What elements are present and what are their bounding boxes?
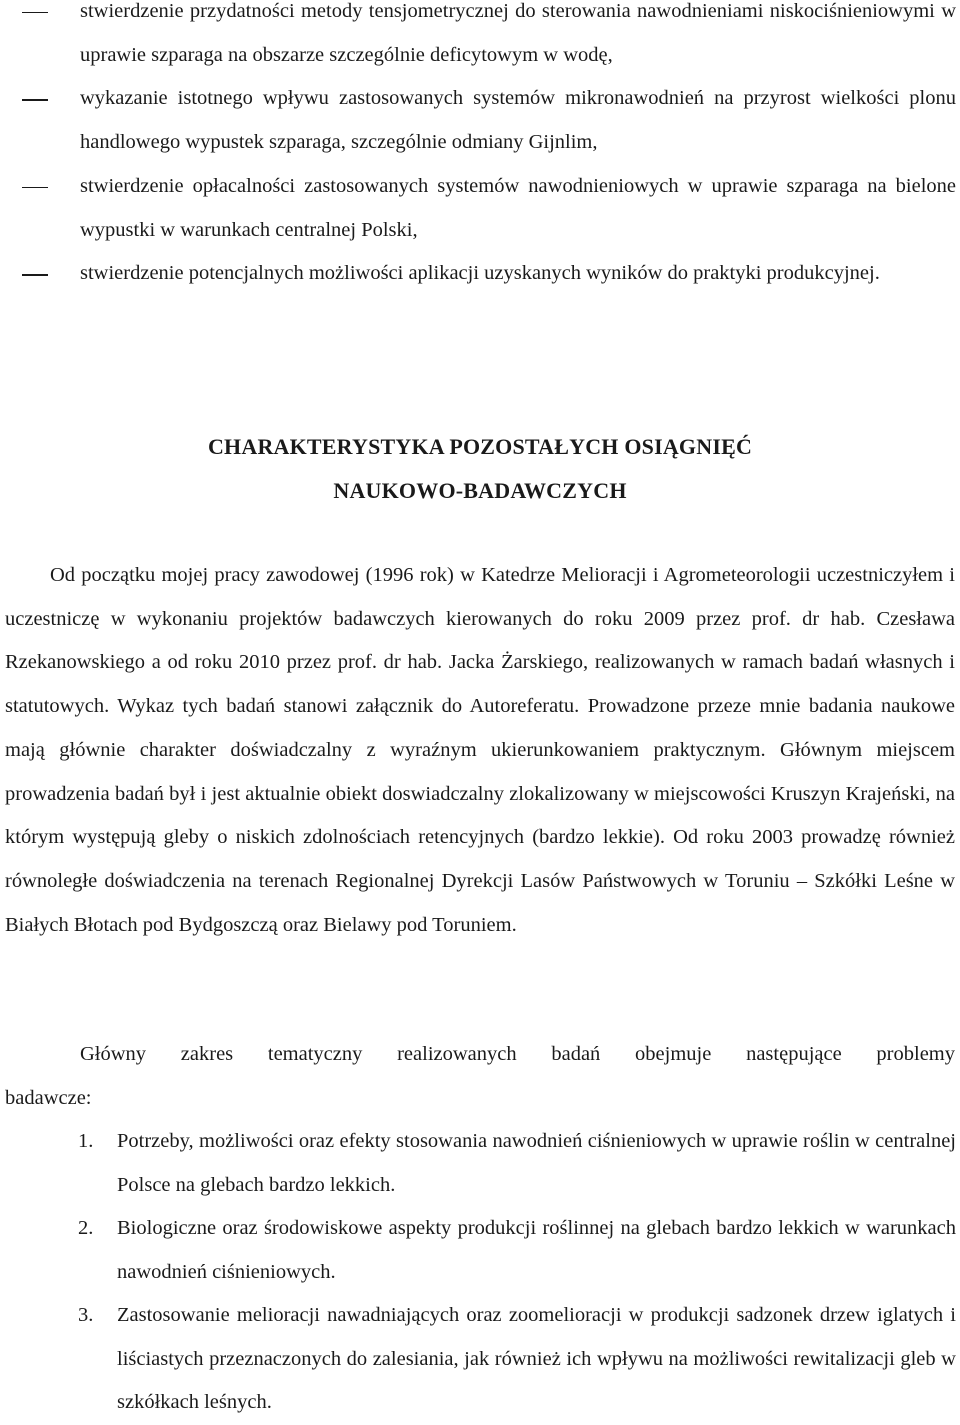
numbered-item bbox=[0, 1120, 960, 1207]
research-topics-list-item-2 bbox=[0, 1207, 960, 1294]
bullet-text: stwierdzenie potencjalnych możliwości aplikacji uzyskanych wyników do praktyki produkcyjnej. bbox=[80, 262, 880, 285]
numbered-item bbox=[0, 1294, 960, 1425]
bullet-text: stwierdzenie opłacalności zastosowanych systemów nawodnieniowych w uprawie szparaga na bielone wypustki w warunkach centralnej Polski, bbox=[80, 174, 956, 241]
item-text: Potrzeby, możliwości oraz efekty stosowania nawodnień ciśnieniowych w uprawie roślin w centralnej Polsce na glebach bardzo lekkich. bbox=[117, 1130, 956, 1196]
bullet-text: stwierdzenie przydatności metody tensjometrycznej do sterowania nawodnieniami niskociśnieniowymi w uprawie szparaga na obszarze szczególnie deficytowym w wodę, bbox=[80, 0, 956, 66]
bullet-item bbox=[0, 165, 960, 252]
paragraph-2-line-2: badawcze: bbox=[5, 1086, 92, 1109]
item-text: Zastosowanie melioracji nawadniających oraz zoomelioracji w produkcji sadzonek drzew iglatych i liściastych przeznaczonych do zalesiania, jak również ich wpływu na możliwości rewitalizacji gleb w szkółkach leśnych. bbox=[117, 1304, 956, 1414]
bullet-text: wykazanie istotnego wpływu zastosowanych systemów mikronawodnień na przyrost wielkości plonu handlowego wypustek szparaga, szczególnie odmiany Gijnlim, bbox=[80, 87, 956, 154]
research-topics-list-item-3 bbox=[0, 1294, 960, 1425]
numbered-item bbox=[0, 1207, 960, 1294]
bullet-item bbox=[0, 77, 960, 164]
paragraph-1-text: Od początku mojej pracy zawodowej (1996 rok) w Katedrze Melioracji i Agrometeorologii uczestniczyłem i uczestniczę w wykonaniu projektów badawczych kierowanych do roku 2009 przez prof. dr hab. Czesława Rzekanowskiego a od roku 2010 przez prof. dr hab. Jacka Żarskiego, realizowanych w ramach badań własnych i statutowych. Wykaz tych badań stanowi załącznik do Autoreferatu. Prowadzone przeze mnie badania naukowe mają głównie charakter doświadczalny z wyraźnym ukierunkowaniem praktycznym. Głównym miejscem prowadzenia badań był i jest aktualnie obiekt doswiadczalny zlokalizowany w miejscowości Kruszyn Krajeński, na którym występują gleby o niskich zdolnościach retencyjnych (bardzo lekkie). Od roku 2003 prowadzę również równoległe doświadczenia na terenach Regionalnej Dyrekcji Lasów Państwowych w Toruniu – Szkółki Leśne w Białych Błotach pod Bydgoszczą oraz Bielawy pod Toruniem. bbox=[5, 564, 955, 936]
paragraph-2-line-1: Główny zakres tematyczny realizowanych badań obejmuje następujące problemy bbox=[80, 1043, 955, 1065]
bullet-item bbox=[0, 252, 960, 296]
item-number: 2. bbox=[78, 1217, 94, 1239]
bullet-item bbox=[0, 0, 960, 77]
conclusions-bullet-list bbox=[0, 0, 960, 296]
body-paragraph-1 bbox=[5, 554, 955, 947]
section-heading-line-1: CHARAKTERYSTYKA POZOSTAŁYCH OSIĄGNIĘĆ bbox=[207, 434, 753, 459]
body-paragraph-2 bbox=[5, 1033, 955, 1120]
item-text: Biologiczne oraz środowiskowe aspekty produkcji roślinnej na glebach bardzo lekkich w warunkach nawodnień ciśnieniowych. bbox=[117, 1217, 956, 1283]
item-number: 1. bbox=[78, 1130, 94, 1152]
research-topics-list-item-1 bbox=[0, 1120, 960, 1207]
section-heading-line-2: NAUKOWO-BADAWCZYCH bbox=[333, 478, 627, 503]
item-number: 3. bbox=[78, 1304, 94, 1326]
